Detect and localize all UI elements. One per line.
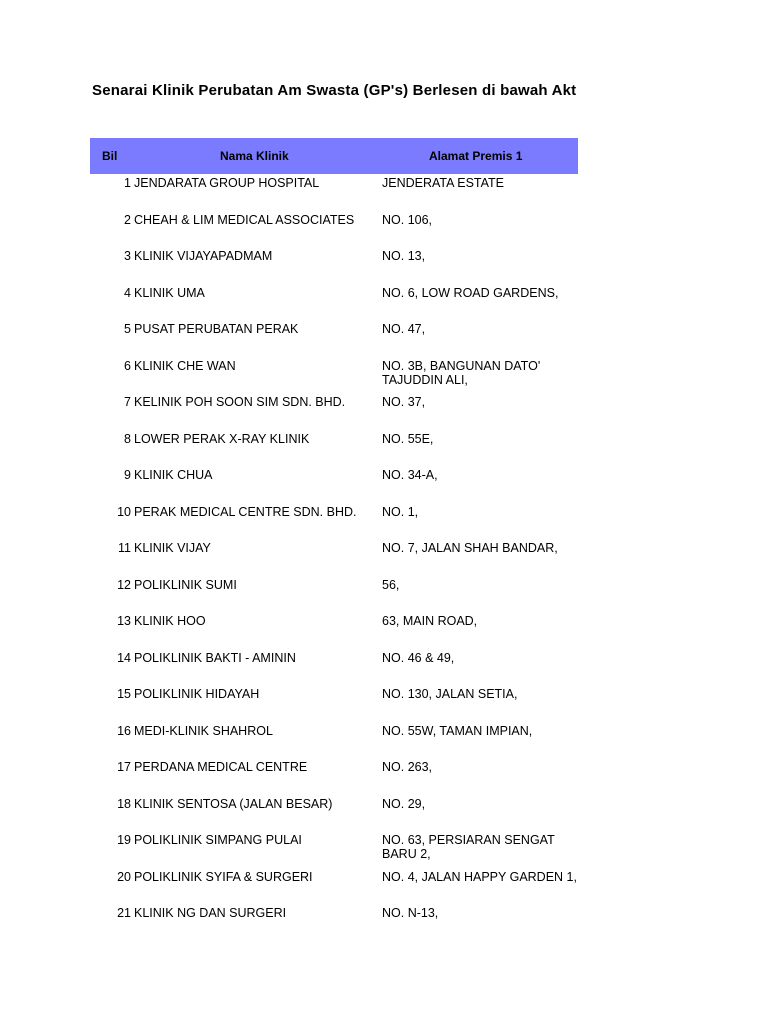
row-nama-klinik: POLIKLINIK BAKTI - AMININ xyxy=(134,650,296,665)
row-bil: 8 xyxy=(124,431,131,446)
row-alamat-premis: NO. 4, JALAN HAPPY GARDEN 1, xyxy=(382,869,577,884)
row-nama-klinik: CHEAH & LIM MEDICAL ASSOCIATES xyxy=(134,212,355,227)
row-nama-klinik: POLIKLINIK SYIFA & SURGERI xyxy=(134,869,313,884)
row-bil: 17 xyxy=(117,760,131,774)
table-row xyxy=(90,503,578,540)
row-bil: 5 xyxy=(124,322,131,336)
table-row xyxy=(90,576,578,613)
table-row xyxy=(90,722,578,759)
row-nama-klinik: KELINIK POH SOON SIM SDN. BHD. xyxy=(134,395,346,409)
row-nama-klinik: PERAK MEDICAL CENTRE SDN. BHD. xyxy=(134,504,357,519)
table-row xyxy=(90,685,578,722)
row-alamat-premis: NO. 1, xyxy=(382,504,419,519)
row-bil: 13 xyxy=(117,614,131,628)
row-nama-klinik: KLINIK SENTOSA (JALAN BESAR) xyxy=(134,796,333,811)
row-nama-klinik: MEDI-KLINIK SHAHROL xyxy=(134,723,273,738)
row-alamat-premis: NO. 46 & 49, xyxy=(382,650,455,665)
row-bil: 7 xyxy=(124,395,131,409)
row-nama-klinik: KLINIK CHE WAN xyxy=(134,358,236,373)
table-row xyxy=(90,539,578,576)
row-bil: 15 xyxy=(117,687,131,701)
table-row xyxy=(90,904,578,941)
row-bil: 10 xyxy=(117,504,131,519)
table-row xyxy=(90,430,578,467)
header-bil: Bil xyxy=(102,149,118,163)
table-row xyxy=(90,284,578,321)
row-alamat-premis: NO. 7, JALAN SHAH BANDAR, xyxy=(382,541,558,555)
row-bil: 9 xyxy=(124,468,131,482)
row-alamat-premis: NO. 55W, TAMAN IMPIAN, xyxy=(382,723,533,738)
table-row xyxy=(90,211,578,248)
table-row xyxy=(90,868,578,905)
header-nama-klinik: Nama Klinik xyxy=(220,149,289,163)
row-bil: 1 xyxy=(124,176,131,190)
row-alamat-premis: NO. 130, JALAN SETIA, xyxy=(382,687,518,701)
row-nama-klinik: POLIKLINIK HIDAYAH xyxy=(134,687,260,701)
row-bil: 6 xyxy=(124,358,131,373)
table-row xyxy=(90,795,578,832)
row-alamat-premis: NO. 37, xyxy=(382,395,426,409)
row-alamat-premis: NO. 13, xyxy=(382,249,426,263)
row-nama-klinik: KLINIK UMA xyxy=(134,285,205,300)
row-alamat-premis: NO. 34-A, xyxy=(382,468,438,482)
row-alamat-premis: NO. 3B, BANGUNAN DATO' TAJUDDIN ALI, xyxy=(382,358,541,387)
row-bil: 16 xyxy=(117,723,131,738)
row-nama-klinik: JENDARATA GROUP HOSPITAL xyxy=(134,176,320,190)
row-nama-klinik: KLINIK VIJAY xyxy=(134,541,211,555)
table-row xyxy=(90,612,578,649)
row-nama-klinik: LOWER PERAK X-RAY KLINIK xyxy=(134,431,310,446)
row-nama-klinik: PERDANA MEDICAL CENTRE xyxy=(134,760,308,774)
table-row xyxy=(90,831,578,868)
row-nama-klinik: PUSAT PERUBATAN PERAK xyxy=(134,322,299,336)
row-alamat-premis: NO. 6, LOW ROAD GARDENS, xyxy=(382,285,559,300)
row-alamat-premis: NO. 263, xyxy=(382,760,433,774)
document-title: Senarai Klinik Perubatan Am Swasta (GP's) Berlesen di bawah Akt xyxy=(92,82,577,99)
row-nama-klinik: KLINIK CHUA xyxy=(134,468,213,482)
row-bil: 14 xyxy=(117,650,131,665)
row-alamat-premis: NO. 55E, xyxy=(382,431,434,446)
row-nama-klinik: POLIKLINIK SUMI xyxy=(134,577,237,592)
table-row xyxy=(90,393,578,430)
row-alamat-premis: NO. 47, xyxy=(382,322,426,336)
row-bil: 11 xyxy=(118,541,131,555)
table-header xyxy=(90,138,578,174)
table-row xyxy=(90,247,578,284)
row-alamat-premis: 56, xyxy=(382,577,400,592)
row-alamat-premis: JENDERATA ESTATE xyxy=(382,176,505,190)
row-alamat-premis: NO. 29, xyxy=(382,796,426,811)
row-alamat-premis: NO. 106, xyxy=(382,212,433,227)
row-bil: 19 xyxy=(117,833,131,847)
table-row xyxy=(90,466,578,503)
table-row xyxy=(90,320,578,357)
row-nama-klinik: KLINIK NG DAN SURGERI xyxy=(134,906,287,920)
header-alamat-premis: Alamat Premis 1 xyxy=(429,149,523,163)
row-bil: 2 xyxy=(124,212,131,227)
clinic-table-body xyxy=(90,174,578,941)
table-row xyxy=(90,357,578,394)
table-row xyxy=(90,174,578,211)
row-nama-klinik: POLIKLINIK SIMPANG PULAI xyxy=(134,833,302,847)
table-row xyxy=(90,649,578,686)
row-bil: 12 xyxy=(117,577,131,592)
row-bil: 3 xyxy=(124,249,131,263)
table-row xyxy=(90,758,578,795)
row-alamat-premis: NO. 63, PERSIARAN SENGAT BARU 2, xyxy=(382,833,555,861)
row-bil: 4 xyxy=(124,285,131,300)
row-bil: 20 xyxy=(117,869,131,884)
row-nama-klinik: KLINIK HOO xyxy=(134,614,206,628)
row-bil: 18 xyxy=(117,796,131,811)
row-alamat-premis: 63, MAIN ROAD, xyxy=(382,614,478,628)
row-alamat-premis: NO. N-13, xyxy=(382,906,439,920)
row-bil: 21 xyxy=(117,906,131,920)
row-nama-klinik: KLINIK VIJAYAPADMAM xyxy=(134,249,273,263)
